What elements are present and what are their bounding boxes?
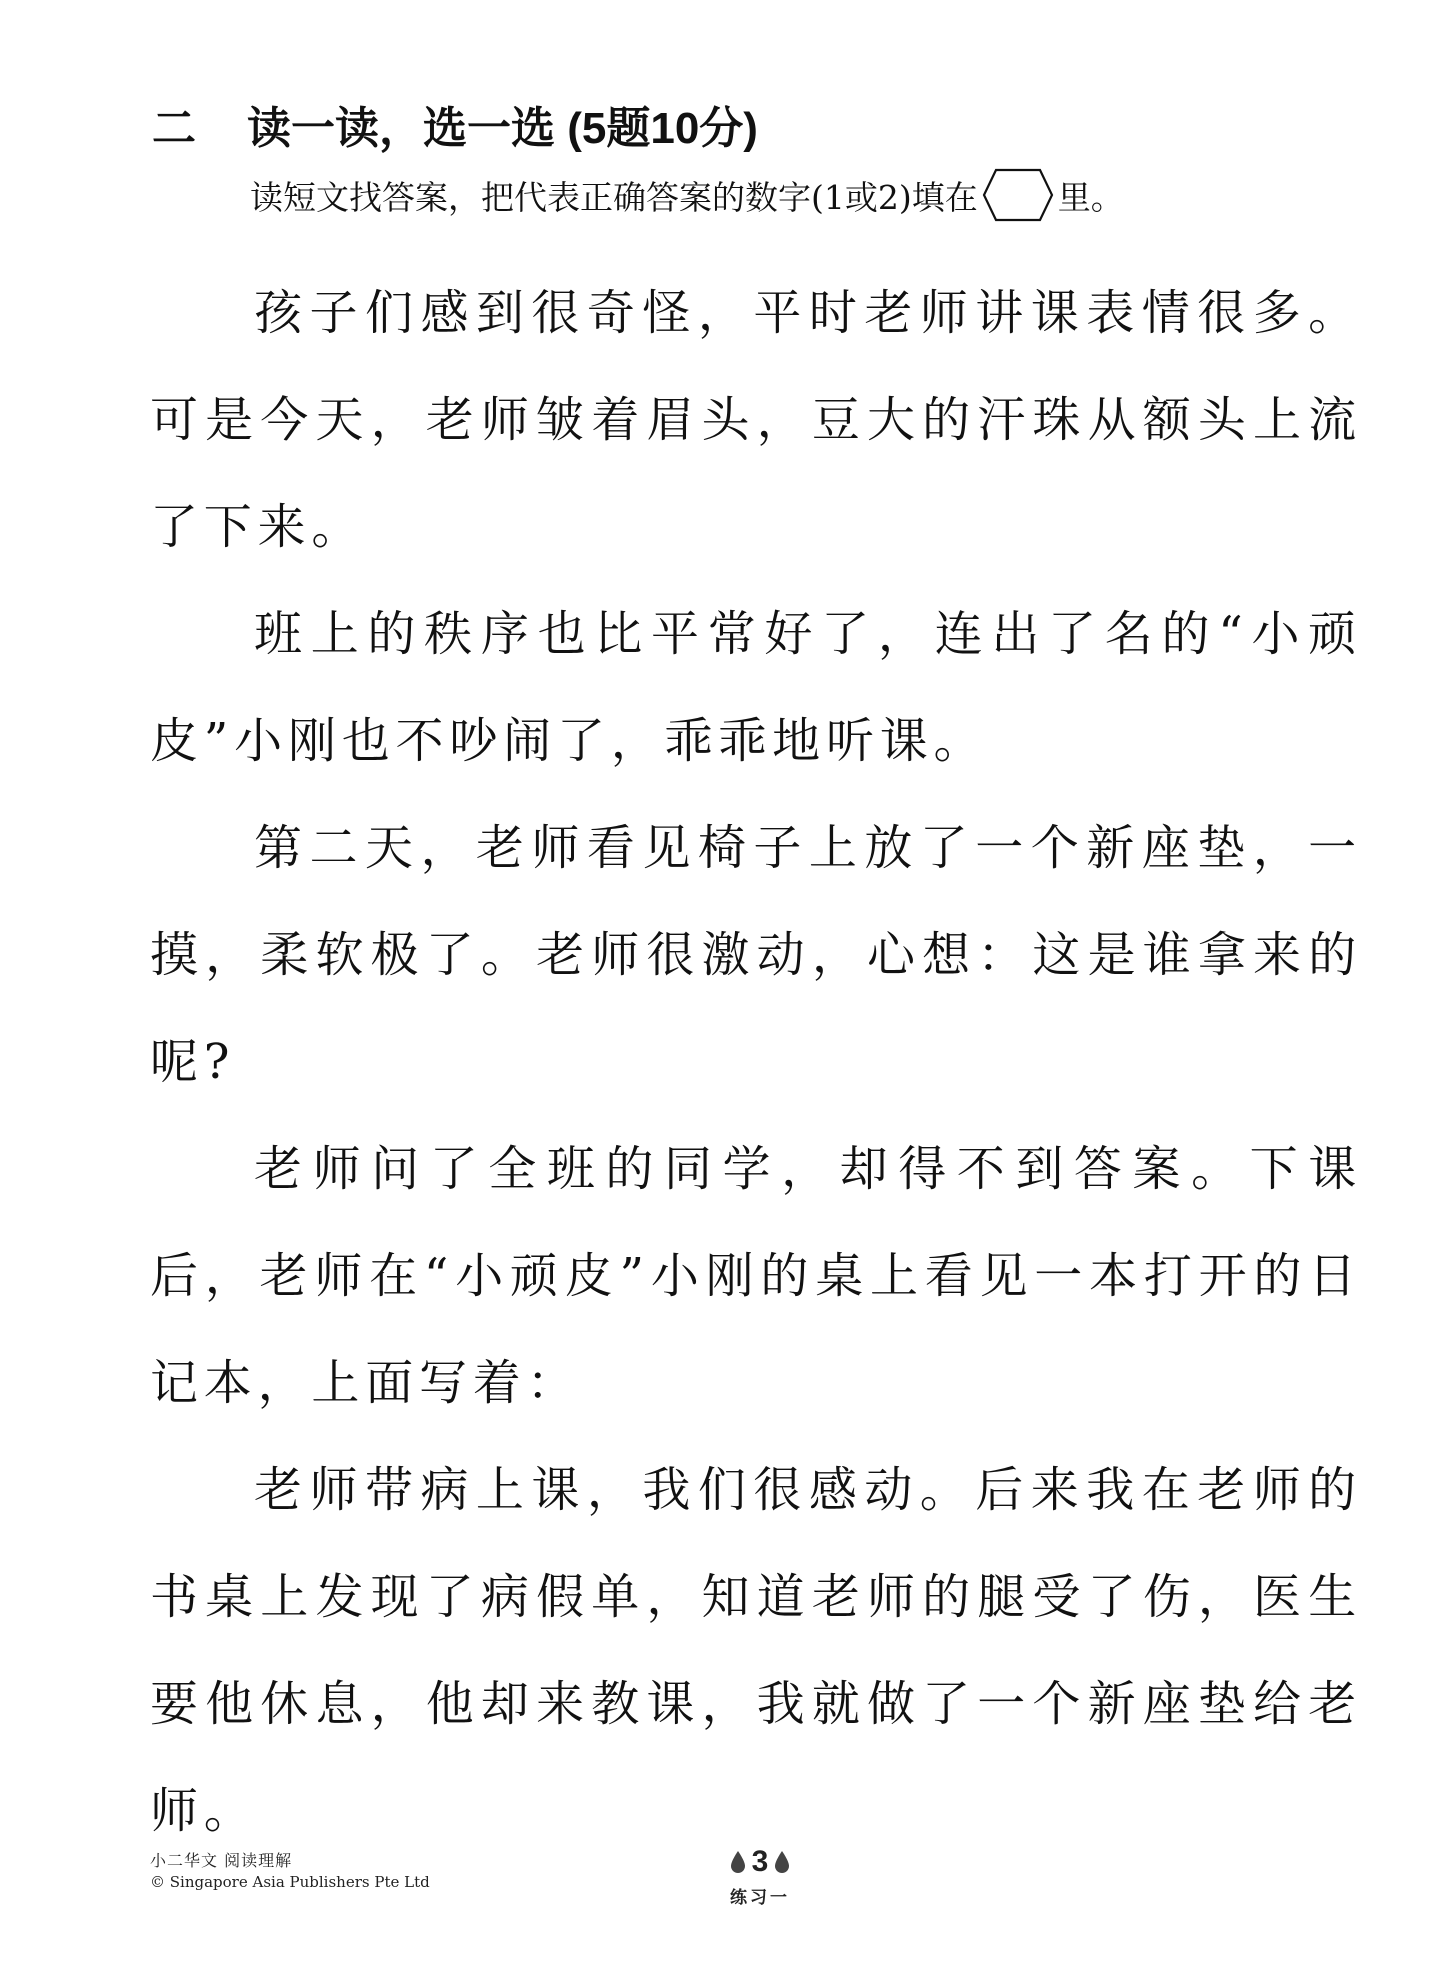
passage-paragraph: 老师问了全班的同学，却得不到答案。下课后，老师在“小顽皮”小刚的桌上看见一本打开的日记本，上面写着： — [150, 1141, 1362, 1411]
instruction-text: 读短文找答案，把代表正确答案的数字(1或2)填在 — [250, 177, 978, 217]
page-number: 3 — [751, 1845, 769, 1878]
copyright-notice: © Singapore Asia Publishers Pte Ltd — [150, 1873, 430, 1891]
instruction-text-end: 里。 — [1057, 177, 1124, 217]
page-number-row — [700, 1845, 820, 1879]
exercise-label: 练习一 — [730, 1888, 790, 1908]
droplet-icon — [774, 1850, 790, 1874]
footer-page-info — [700, 1845, 820, 1908]
passage-paragraph: 孩子们感到很奇怪，平时老师讲课表情很多。可是今天，老师皱着眉头，豆大的汗珠从额头上流了下来。 — [150, 285, 1362, 555]
droplet-icon — [730, 1850, 746, 1874]
section-title: 读一读，选一选 (5题10分) — [247, 104, 758, 153]
section-number: 二 — [152, 104, 196, 153]
reading-passage — [150, 260, 1362, 1865]
instruction-line — [250, 168, 1124, 222]
section-header — [152, 92, 758, 156]
passage-paragraph: 班上的秩序也比平常好了，连出了名的“小顽皮”小刚也不吵闹了，乖乖地听课。 — [150, 606, 1362, 769]
passage-paragraph: 第二天，老师看见椅子上放了一个新座垫，一摸，柔软极了。老师很激动，心想：这是谁拿来的呢? — [150, 820, 1362, 1090]
footer-publisher — [150, 1850, 430, 1892]
passage-paragraph: 老师带病上课，我们很感动。后来我在老师的书桌上发现了病假单，知道老师的腿受了伤，医生要他休息，他却来教课，我就做了一个新座垫给老师。 — [150, 1462, 1362, 1839]
book-title: 小二华文 阅读理解 — [150, 1851, 293, 1870]
hexagon-answer-box-icon — [982, 168, 1054, 222]
